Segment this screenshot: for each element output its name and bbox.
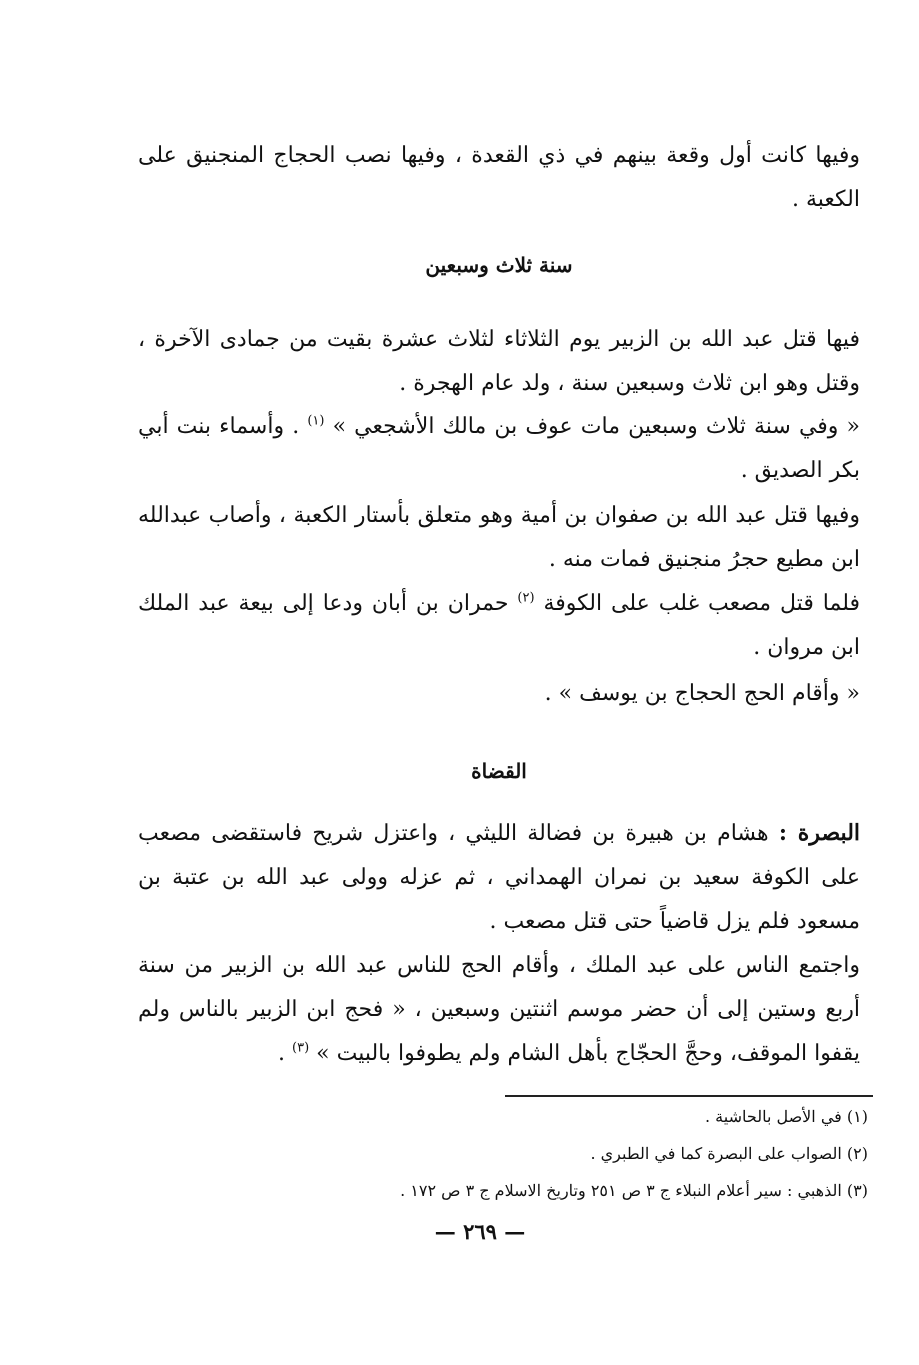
year-paragraph-2 <box>138 405 860 493</box>
year-p4-text-before: فلما قتل مصعب غلب على الكوفة <box>543 591 860 616</box>
year-p1-text: فيها قتل عبد الله بن الزبير يوم الثلاثاء لثلاث عشرة بقيت من جمادى الآخرة ، وقتل وهو ابن ثلاث وسبعين سنة ، ولد عام الهجرة . <box>138 327 860 396</box>
year-heading: سنة ثلاث وسبعين <box>425 253 573 277</box>
footnote-ref-2: (٢) <box>517 590 535 606</box>
year-p4-text-after: حمران بن أبان ودعا إلى بيعة عبد الملك ابن مروان . <box>138 591 860 660</box>
footnote-1: (١) في الأصل بالحاشية . <box>705 1107 868 1126</box>
footnote-3: (٣) الذهبي : سير أعلام النبلاء ج ٣ ص ٢٥١ وتاريخ الاسلام ج ٣ ص ١٧٢ . <box>400 1181 868 1200</box>
final-text: واجتمع الناس على عبد الملك ، وأقام الحج للناس عبد الله بن الزبير من سنة أربع وستين إلى أن حضر موسم اثنتين وسبعين ، « فحج ابن الزبير بالناس ولم يقفوا الموقف، وحجَّ الحجّاج بأهل الشام ولم يطوفوا بالبيت » <box>138 953 860 1066</box>
footnote-divider <box>505 1095 873 1097</box>
footnote-ref-3: (٣) <box>292 1040 310 1056</box>
basra-text: هشام بن هبيرة بن فضالة الليثي ، واعتزل شريح فاستقضى مصعب على الكوفة سعيد بن نمران الهمداني ، ثم عزله وولى عبد الله بن عتبة بن مسعود فلم يزل قاضياً حتى قتل مصعب . <box>138 821 860 934</box>
year-paragraph-1 <box>138 318 860 406</box>
year-paragraph-5 <box>138 672 860 716</box>
year-p2-text-after: . وأسماء بنت أبي بكر الصديق . <box>138 414 860 483</box>
year-p2-text-before: « وفي سنة ثلاث وسبعين مات عوف بن مالك الأشجعي » <box>332 414 861 439</box>
basra-label: البصرة : <box>778 820 861 846</box>
year-p3-text: وفيها قتل عبد الله بن صفوان بن أمية وهو متعلق بأستار الكعبة ، وأصاب عبدالله ابن مطيع حجرُ منجنيق فمات منه . <box>138 503 860 572</box>
footnote-2: (٢) الصواب على البصرة كما في الطبري . <box>590 1144 868 1163</box>
year-paragraph-4 <box>138 582 860 670</box>
year-paragraph-3 <box>138 494 860 582</box>
final-paragraph <box>138 944 860 1076</box>
final-end: . <box>278 1041 285 1066</box>
opening-paragraph <box>138 134 860 222</box>
year-p5-text: « وأقام الحج الحجاج بن يوسف » . <box>544 681 860 706</box>
footnote-ref-1: (١) <box>307 413 325 429</box>
opening-text: وفيها كانت أول وقعة بينهم في ذي القعدة ، وفيها نصب الحجاج المنجنيق على الكعبة . <box>138 143 860 212</box>
basra-paragraph <box>138 811 860 944</box>
page-number: — ٢٦٩ — <box>434 1219 526 1244</box>
footnotes <box>138 1098 868 1209</box>
judges-heading: القضاة <box>471 759 527 783</box>
